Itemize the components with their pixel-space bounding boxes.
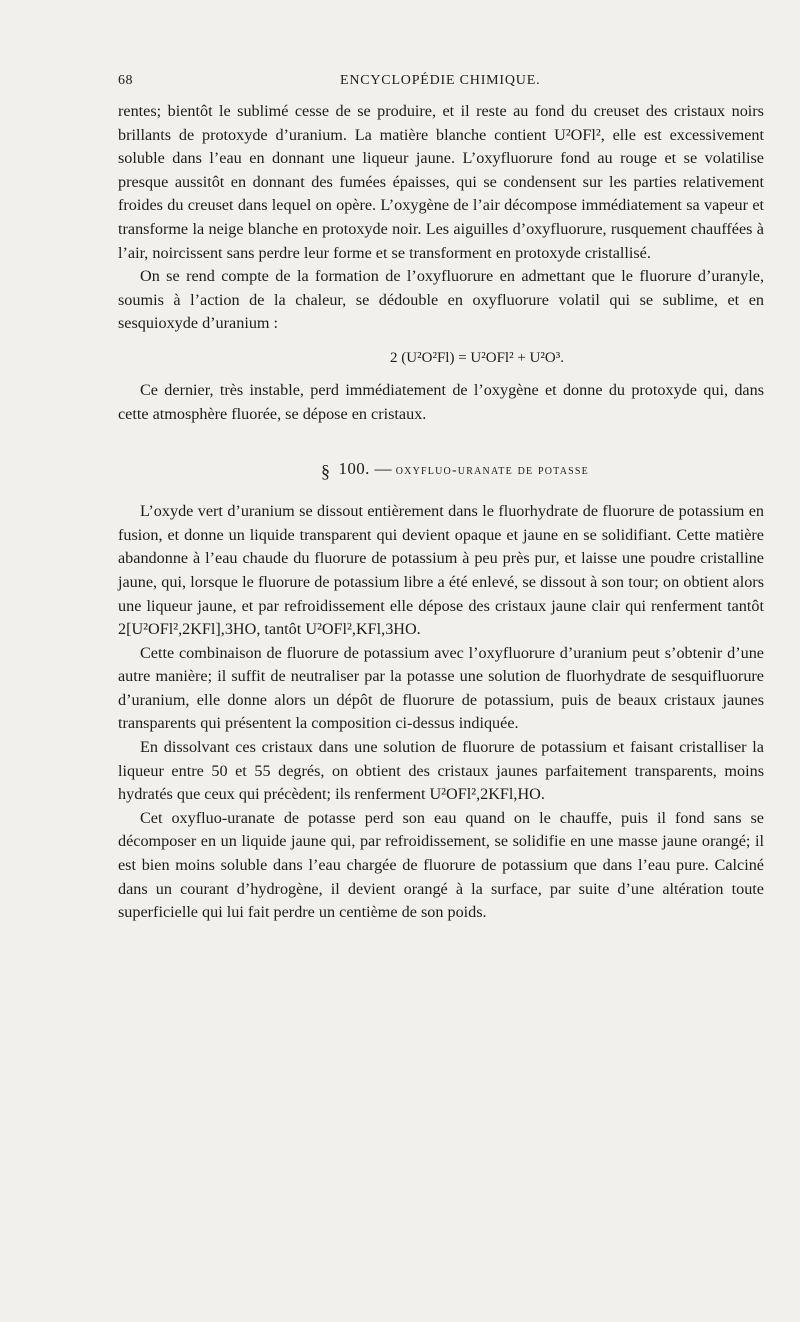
paragraph-protoxyde: Ce dernier, très instable, perd immédiatement de l’oxygène et donne du protoxyde qui, dans cette atmosphère fluorée, se dépose en cristaux. (118, 380, 764, 423)
paragraph-uranium-oxide: L’oxyde vert d’uranium se dissout entièrement dans le fluorhydrate de fluorure de potassium en fusion, et donne un liquide transparent qui devient opaque et jaune en se solidifiant. Cette matière abandonne à l’eau chaude du fluorure de potassium à peu près pur, et laisse une poudre cristalline jaune, qui, lorsque le fluorure de potassium libre a été enlevé, se dissout à son tour; on obtient alors une liqueur jaune, et par refroidissement elle dépose des cristaux jaune clair qui renferment tantôt 2[U²OFl²,2KFl],3HO, tantôt U²OFl²,KFl,3HO. (118, 502, 764, 639)
paragraph-continuation: rentes; bientôt le sublimé cesse de se produire, et il reste au fond du creuset des cristaux noirs brillants de protoxyde d’uranium. La matière blanche contient U²OFl², elle est excessivement soluble dans l’eau en donnant une liqueur jaune. L’oxyfluorure fond au rouge et se volatilise presque aussitôt en donnant des fumées épaisses, qui se condensent sur les parties relativement froides du creuset dans lequel on opère. L’oxygène de l’air décompose immédiatement sa vapeur et transforme la neige blanche en protoxyde noir. Les aiguilles d’oxyfluorure, rusquement chauffées à l’air, noircissent sans perdre leur forme et se transforment en protoxyde cristallisé. (118, 102, 764, 262)
section-mark: § (321, 460, 331, 481)
section-heading (146, 458, 764, 482)
page-number: 68 (118, 73, 133, 88)
running-title: ENCYCLOPÉDIE CHIMIQUE. (340, 73, 541, 88)
paragraph-combination: Cette combinaison de fluorure de potassium avec l’oxyfluorure d’uranium peut s’obtenir d’une autre manière; il suffit de neutraliser par la potasse une solution de fluorhydrate de sesquifluorure d’uranium, elle donne alors un dépôt de fluorure de potassium, puis de beaux cristaux jaunes transparents qui présentent la composition ci-dessus indiquée. (118, 643, 764, 733)
running-header (118, 73, 764, 95)
section-number: 100. — (338, 459, 392, 479)
chemical-equation: 2 (U²O²Fl) = U²OFl² + U²O³. (390, 349, 564, 366)
body-text (118, 100, 764, 925)
paragraph-crystals: En dissolvant ces cristaux dans une solution de fluorure de potassium et faisant cristalliser la liqueur entre 50 et 55 degrés, on obtient des cristaux jaunes parfaitement transparents, moins hydratés que ceux qui précèdent; ils renferment U²OFl²,2KFl,HO. (118, 738, 764, 804)
section-title: oxyfluo-uranate de potasse (395, 463, 589, 479)
paragraph-heating: Cet oxyfluo-uranate de potasse perd son eau quand on le chauffe, puis il fond sans se décomposer en un liquide jaune qui, par refroidissement, se solidifie en une masse jaune orangé; il est bien moins soluble dans l’eau chargée de fluorure de potassium que dans l’eau pure. Calciné dans un courant d’hydrogène, il devient orangé à la surface, par suite d’une altération toute superficielle qui lui fait perdre un centième de son poids. (118, 808, 764, 922)
paragraph-oxyfluorure-formation: On se rend compte de la formation de l’oxyfluorure en admettant que le fluorure d’uranyle, soumis à l’action de la chaleur, se dédouble en oxyfluorure volatil qui se sublime, et en sesquioxyde d’uranium : (118, 267, 764, 333)
